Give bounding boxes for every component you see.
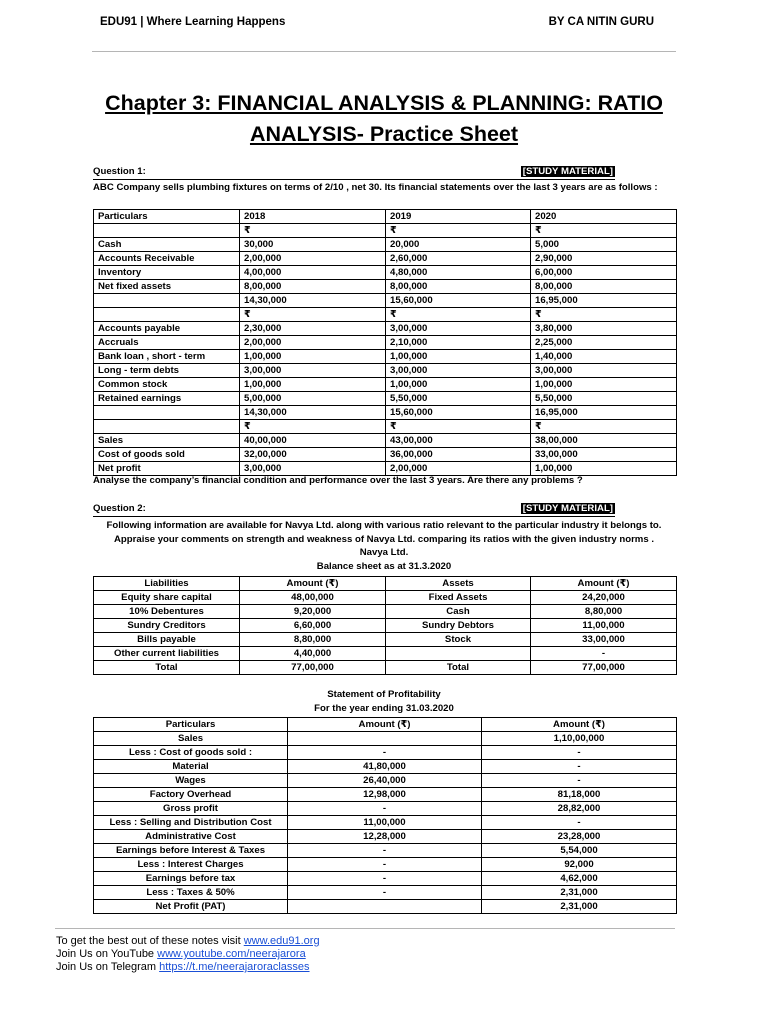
question-2-tag: [STUDY MATERIAL] bbox=[522, 503, 613, 514]
table-cell: - bbox=[482, 760, 677, 774]
table-header-row bbox=[94, 210, 677, 224]
table-cell: 77,00,000 bbox=[531, 661, 677, 675]
table-cell: 1,00,000 bbox=[386, 378, 531, 392]
header-brand: EDU91 | Where Learning Happens bbox=[100, 16, 286, 28]
question-2-label: Question 2: bbox=[93, 503, 146, 514]
table-cell: ₹ bbox=[240, 224, 386, 238]
title-line-1: Chapter 3: FINANCIAL ANALYSIS & PLANNING: RATIO bbox=[105, 91, 663, 115]
table-cell: ₹ bbox=[240, 420, 386, 434]
table-cell: 92,000 bbox=[482, 858, 677, 872]
table-cell: ₹ bbox=[531, 308, 677, 322]
table-cell: 8,80,000 bbox=[531, 605, 677, 619]
table-cell: Earnings before tax bbox=[94, 872, 288, 886]
table-cell: 6,00,000 bbox=[531, 266, 677, 280]
column-header: Particulars bbox=[94, 210, 240, 224]
table-cell: 40,00,000 bbox=[240, 434, 386, 448]
table-cell: 3,00,000 bbox=[386, 322, 531, 336]
table-cell: 3,80,000 bbox=[531, 322, 677, 336]
table-cell: Gross profit bbox=[94, 802, 288, 816]
column-header: 2019 bbox=[386, 210, 531, 224]
question-1-tag: [STUDY MATERIAL] bbox=[522, 166, 613, 177]
table-cell: 33,00,000 bbox=[531, 633, 677, 647]
table-cell: 4,80,000 bbox=[386, 266, 531, 280]
table-row bbox=[94, 434, 677, 448]
table-cell: 11,00,000 bbox=[288, 816, 482, 830]
table-cell bbox=[288, 732, 482, 746]
table-cell: Cost of goods sold bbox=[94, 448, 240, 462]
table-row bbox=[94, 872, 677, 886]
table-row bbox=[94, 462, 677, 476]
table-cell: Accounts payable bbox=[94, 322, 240, 336]
table-cell: 3,00,000 bbox=[240, 462, 386, 476]
table-row bbox=[94, 420, 677, 434]
table-row bbox=[94, 647, 677, 661]
table-cell: 30,000 bbox=[240, 238, 386, 252]
table-cell: Accounts Receivable bbox=[94, 252, 240, 266]
table-row bbox=[94, 252, 677, 266]
question-1-intro: ABC Company sells plumbing fixtures on terms of 2/10 , net 30. Its financial statements over the last 3 years are as follows : bbox=[93, 182, 658, 193]
question-2-heading bbox=[93, 503, 615, 517]
youtube-link[interactable]: www.youtube.com/neerajarora bbox=[157, 948, 306, 960]
footer-youtube-line bbox=[56, 948, 306, 961]
table-cell: 20,000 bbox=[386, 238, 531, 252]
table-cell: ₹ bbox=[240, 308, 386, 322]
table-cell: - bbox=[288, 746, 482, 760]
table-row bbox=[94, 336, 677, 350]
table-cell: Net Profit (PAT) bbox=[94, 900, 288, 914]
balance-sheet-title: Balance sheet as at 31.3.2020 bbox=[316, 561, 452, 572]
table-row bbox=[94, 605, 677, 619]
table-cell: Total bbox=[94, 661, 240, 675]
table-row bbox=[94, 830, 677, 844]
table-cell: Cash bbox=[94, 238, 240, 252]
table-row bbox=[94, 816, 677, 830]
table-cell: 1,00,000 bbox=[240, 350, 386, 364]
table-cell: Bank loan , short - term bbox=[94, 350, 240, 364]
footer-telegram-line bbox=[56, 961, 310, 974]
table-cell: 48,00,000 bbox=[240, 591, 386, 605]
table-cell: Fixed Assets bbox=[386, 591, 531, 605]
table-cell: 15,60,000 bbox=[386, 294, 531, 308]
table-cell: - bbox=[288, 858, 482, 872]
column-header: Liabilities bbox=[94, 577, 240, 591]
table-cell bbox=[386, 647, 531, 661]
table-cell: Earnings before Interest & Taxes bbox=[94, 844, 288, 858]
table-row bbox=[94, 900, 677, 914]
footer-divider bbox=[55, 928, 675, 929]
q1-financials-table bbox=[93, 209, 677, 476]
footer-text: Join Us on YouTube bbox=[56, 948, 158, 960]
table-cell: Retained earnings bbox=[94, 392, 240, 406]
table-row bbox=[94, 661, 677, 675]
table-row bbox=[94, 746, 677, 760]
table-cell: 1,40,000 bbox=[531, 350, 677, 364]
table-cell: 1,00,000 bbox=[240, 378, 386, 392]
question-2-intro: Following information are available for Navya Ltd. along with various ratio relevant to the particular industry it belongs to. Appraise your comments on strength and weakness of Navya Ltd. comparing its ratios with the given industry norms . bbox=[106, 520, 662, 545]
table-cell: ₹ bbox=[531, 420, 677, 434]
table-header-row bbox=[94, 718, 677, 732]
table-cell: Less : Taxes & 50% bbox=[94, 886, 288, 900]
page-title bbox=[60, 88, 708, 150]
table-row bbox=[94, 591, 677, 605]
column-header: Amount (₹) bbox=[288, 718, 482, 732]
footer-text: To get the best out of these notes visit bbox=[56, 935, 244, 947]
table-row bbox=[94, 238, 677, 252]
table-row bbox=[94, 619, 677, 633]
table-cell: 41,80,000 bbox=[288, 760, 482, 774]
table-cell: 3,00,000 bbox=[531, 364, 677, 378]
table-cell: Net profit bbox=[94, 462, 240, 476]
table-cell: 15,60,000 bbox=[386, 406, 531, 420]
column-header: 2018 bbox=[240, 210, 386, 224]
table-row bbox=[94, 886, 677, 900]
table-cell: 14,30,000 bbox=[240, 294, 386, 308]
table-cell: 32,00,000 bbox=[240, 448, 386, 462]
table-cell: - bbox=[531, 647, 677, 661]
table-row bbox=[94, 378, 677, 392]
table-cell: Administrative Cost bbox=[94, 830, 288, 844]
table-cell: Less : Interest Charges bbox=[94, 858, 288, 872]
table-cell: 5,54,000 bbox=[482, 844, 677, 858]
table-cell: 81,18,000 bbox=[482, 788, 677, 802]
table-cell: - bbox=[482, 774, 677, 788]
table-cell: 10% Debentures bbox=[94, 605, 240, 619]
table-cell: Sales bbox=[94, 732, 288, 746]
table-row bbox=[94, 392, 677, 406]
column-header: 2020 bbox=[531, 210, 677, 224]
table-cell: 28,82,000 bbox=[482, 802, 677, 816]
balance-sheet-table bbox=[93, 576, 677, 675]
table-cell: Sundry Creditors bbox=[94, 619, 240, 633]
table-cell bbox=[94, 294, 240, 308]
table-row bbox=[94, 844, 677, 858]
table-cell: Sundry Debtors bbox=[386, 619, 531, 633]
table-cell bbox=[94, 420, 240, 434]
table-cell: Total bbox=[386, 661, 531, 675]
table-cell: 2,00,000 bbox=[240, 336, 386, 350]
table-row bbox=[94, 802, 677, 816]
table-row bbox=[94, 266, 677, 280]
table-cell bbox=[94, 224, 240, 238]
table-cell bbox=[288, 900, 482, 914]
table-row bbox=[94, 858, 677, 872]
table-cell: - bbox=[482, 816, 677, 830]
table-cell bbox=[94, 406, 240, 420]
table-cell: Stock bbox=[386, 633, 531, 647]
table-cell: Less : Cost of goods sold : bbox=[94, 746, 288, 760]
title-line-2: ANALYSIS- Practice Sheet bbox=[249, 122, 519, 146]
table-cell: - bbox=[288, 872, 482, 886]
column-header: Particulars bbox=[94, 718, 288, 732]
table-cell: Net fixed assets bbox=[94, 280, 240, 294]
footer-website-line bbox=[56, 935, 320, 948]
table-row bbox=[94, 760, 677, 774]
table-cell: 3,00,000 bbox=[240, 364, 386, 378]
table-row bbox=[94, 364, 677, 378]
question-1-label: Question 1: bbox=[93, 166, 146, 177]
telegram-link[interactable]: https://t.me/neerajaroraclasses bbox=[159, 961, 310, 973]
table-header-row bbox=[94, 577, 677, 591]
table-cell: 5,50,000 bbox=[386, 392, 531, 406]
table-cell: 1,00,000 bbox=[531, 378, 677, 392]
table-cell: 4,40,000 bbox=[240, 647, 386, 661]
table-cell: - bbox=[288, 802, 482, 816]
table-cell: 36,00,000 bbox=[386, 448, 531, 462]
table-cell: Less : Selling and Distribution Cost bbox=[94, 816, 288, 830]
table-cell bbox=[94, 308, 240, 322]
table-cell: Long - term debts bbox=[94, 364, 240, 378]
table-cell: ₹ bbox=[386, 308, 531, 322]
table-cell: 8,00,000 bbox=[531, 280, 677, 294]
table-cell: 26,40,000 bbox=[288, 774, 482, 788]
table-row bbox=[94, 406, 677, 420]
table-cell: 11,00,000 bbox=[531, 619, 677, 633]
table-row bbox=[94, 732, 677, 746]
table-cell: 8,80,000 bbox=[240, 633, 386, 647]
table-row bbox=[94, 224, 677, 238]
table-cell: - bbox=[288, 844, 482, 858]
table-cell: 14,30,000 bbox=[240, 406, 386, 420]
profitability-title: Statement of Profitability bbox=[327, 689, 441, 700]
website-link[interactable]: www.edu91.org bbox=[243, 935, 320, 947]
table-cell: 4,62,000 bbox=[482, 872, 677, 886]
company-name: Navya Ltd. bbox=[359, 547, 409, 558]
table-row bbox=[94, 350, 677, 364]
table-cell: 8,00,000 bbox=[386, 280, 531, 294]
table-cell: 8,00,000 bbox=[240, 280, 386, 294]
table-cell: Sales bbox=[94, 434, 240, 448]
question-1-closing: Analyse the company’s financial condition and performance over the last 3 years. Are there any problems ? bbox=[93, 475, 583, 486]
table-cell: - bbox=[482, 746, 677, 760]
table-cell: 2,10,000 bbox=[386, 336, 531, 350]
table-cell: Material bbox=[94, 760, 288, 774]
profitability-table bbox=[93, 717, 677, 914]
table-cell: ₹ bbox=[531, 224, 677, 238]
table-cell: 24,20,000 bbox=[531, 591, 677, 605]
table-cell: Other current liabilities bbox=[94, 647, 240, 661]
table-row bbox=[94, 633, 677, 647]
table-cell: 23,28,000 bbox=[482, 830, 677, 844]
table-cell: 12,98,000 bbox=[288, 788, 482, 802]
table-cell: 6,60,000 bbox=[240, 619, 386, 633]
table-cell: Accruals bbox=[94, 336, 240, 350]
header-divider bbox=[92, 51, 676, 52]
table-cell: 1,10,00,000 bbox=[482, 732, 677, 746]
table-row bbox=[94, 774, 677, 788]
table-cell: 2,30,000 bbox=[240, 322, 386, 336]
table-row bbox=[94, 308, 677, 322]
table-cell: Common stock bbox=[94, 378, 240, 392]
table-cell: 4,00,000 bbox=[240, 266, 386, 280]
column-header: Assets bbox=[386, 577, 531, 591]
table-cell: 2,31,000 bbox=[482, 886, 677, 900]
table-cell: Equity share capital bbox=[94, 591, 240, 605]
table-cell: 3,00,000 bbox=[386, 364, 531, 378]
table-cell: 5,00,000 bbox=[240, 392, 386, 406]
table-cell: 43,00,000 bbox=[386, 434, 531, 448]
table-cell: Bills payable bbox=[94, 633, 240, 647]
table-cell: 38,00,000 bbox=[531, 434, 677, 448]
column-header: Amount (₹) bbox=[531, 577, 677, 591]
table-cell: 2,31,000 bbox=[482, 900, 677, 914]
table-cell: ₹ bbox=[386, 224, 531, 238]
table-cell: 5,000 bbox=[531, 238, 677, 252]
table-cell: 16,95,000 bbox=[531, 406, 677, 420]
table-row bbox=[94, 788, 677, 802]
profitability-period: For the year ending 31.03.2020 bbox=[314, 703, 454, 714]
table-cell: 1,00,000 bbox=[386, 350, 531, 364]
table-row bbox=[94, 280, 677, 294]
table-cell: 5,50,000 bbox=[531, 392, 677, 406]
table-cell: Factory Overhead bbox=[94, 788, 288, 802]
question-1-heading bbox=[93, 166, 615, 180]
table-cell: 77,00,000 bbox=[240, 661, 386, 675]
column-header: Amount (₹) bbox=[240, 577, 386, 591]
table-cell: 1,00,000 bbox=[531, 462, 677, 476]
table-cell: 2,00,000 bbox=[240, 252, 386, 266]
table-cell: Inventory bbox=[94, 266, 240, 280]
table-cell: 12,28,000 bbox=[288, 830, 482, 844]
footer-text: Join Us on Telegram bbox=[56, 961, 160, 973]
table-cell: Wages bbox=[94, 774, 288, 788]
table-cell: 9,20,000 bbox=[240, 605, 386, 619]
column-header: Amount (₹) bbox=[482, 718, 677, 732]
table-row bbox=[94, 294, 677, 308]
table-cell: 16,95,000 bbox=[531, 294, 677, 308]
table-row bbox=[94, 322, 677, 336]
table-cell: 2,25,000 bbox=[531, 336, 677, 350]
table-cell: 2,00,000 bbox=[386, 462, 531, 476]
table-cell: ₹ bbox=[386, 420, 531, 434]
header-author: BY CA NITIN GURU bbox=[548, 16, 654, 28]
table-cell: 2,60,000 bbox=[386, 252, 531, 266]
table-cell: 2,90,000 bbox=[531, 252, 677, 266]
table-row bbox=[94, 448, 677, 462]
table-cell: - bbox=[288, 886, 482, 900]
table-cell: 33,00,000 bbox=[531, 448, 677, 462]
table-cell: Cash bbox=[386, 605, 531, 619]
